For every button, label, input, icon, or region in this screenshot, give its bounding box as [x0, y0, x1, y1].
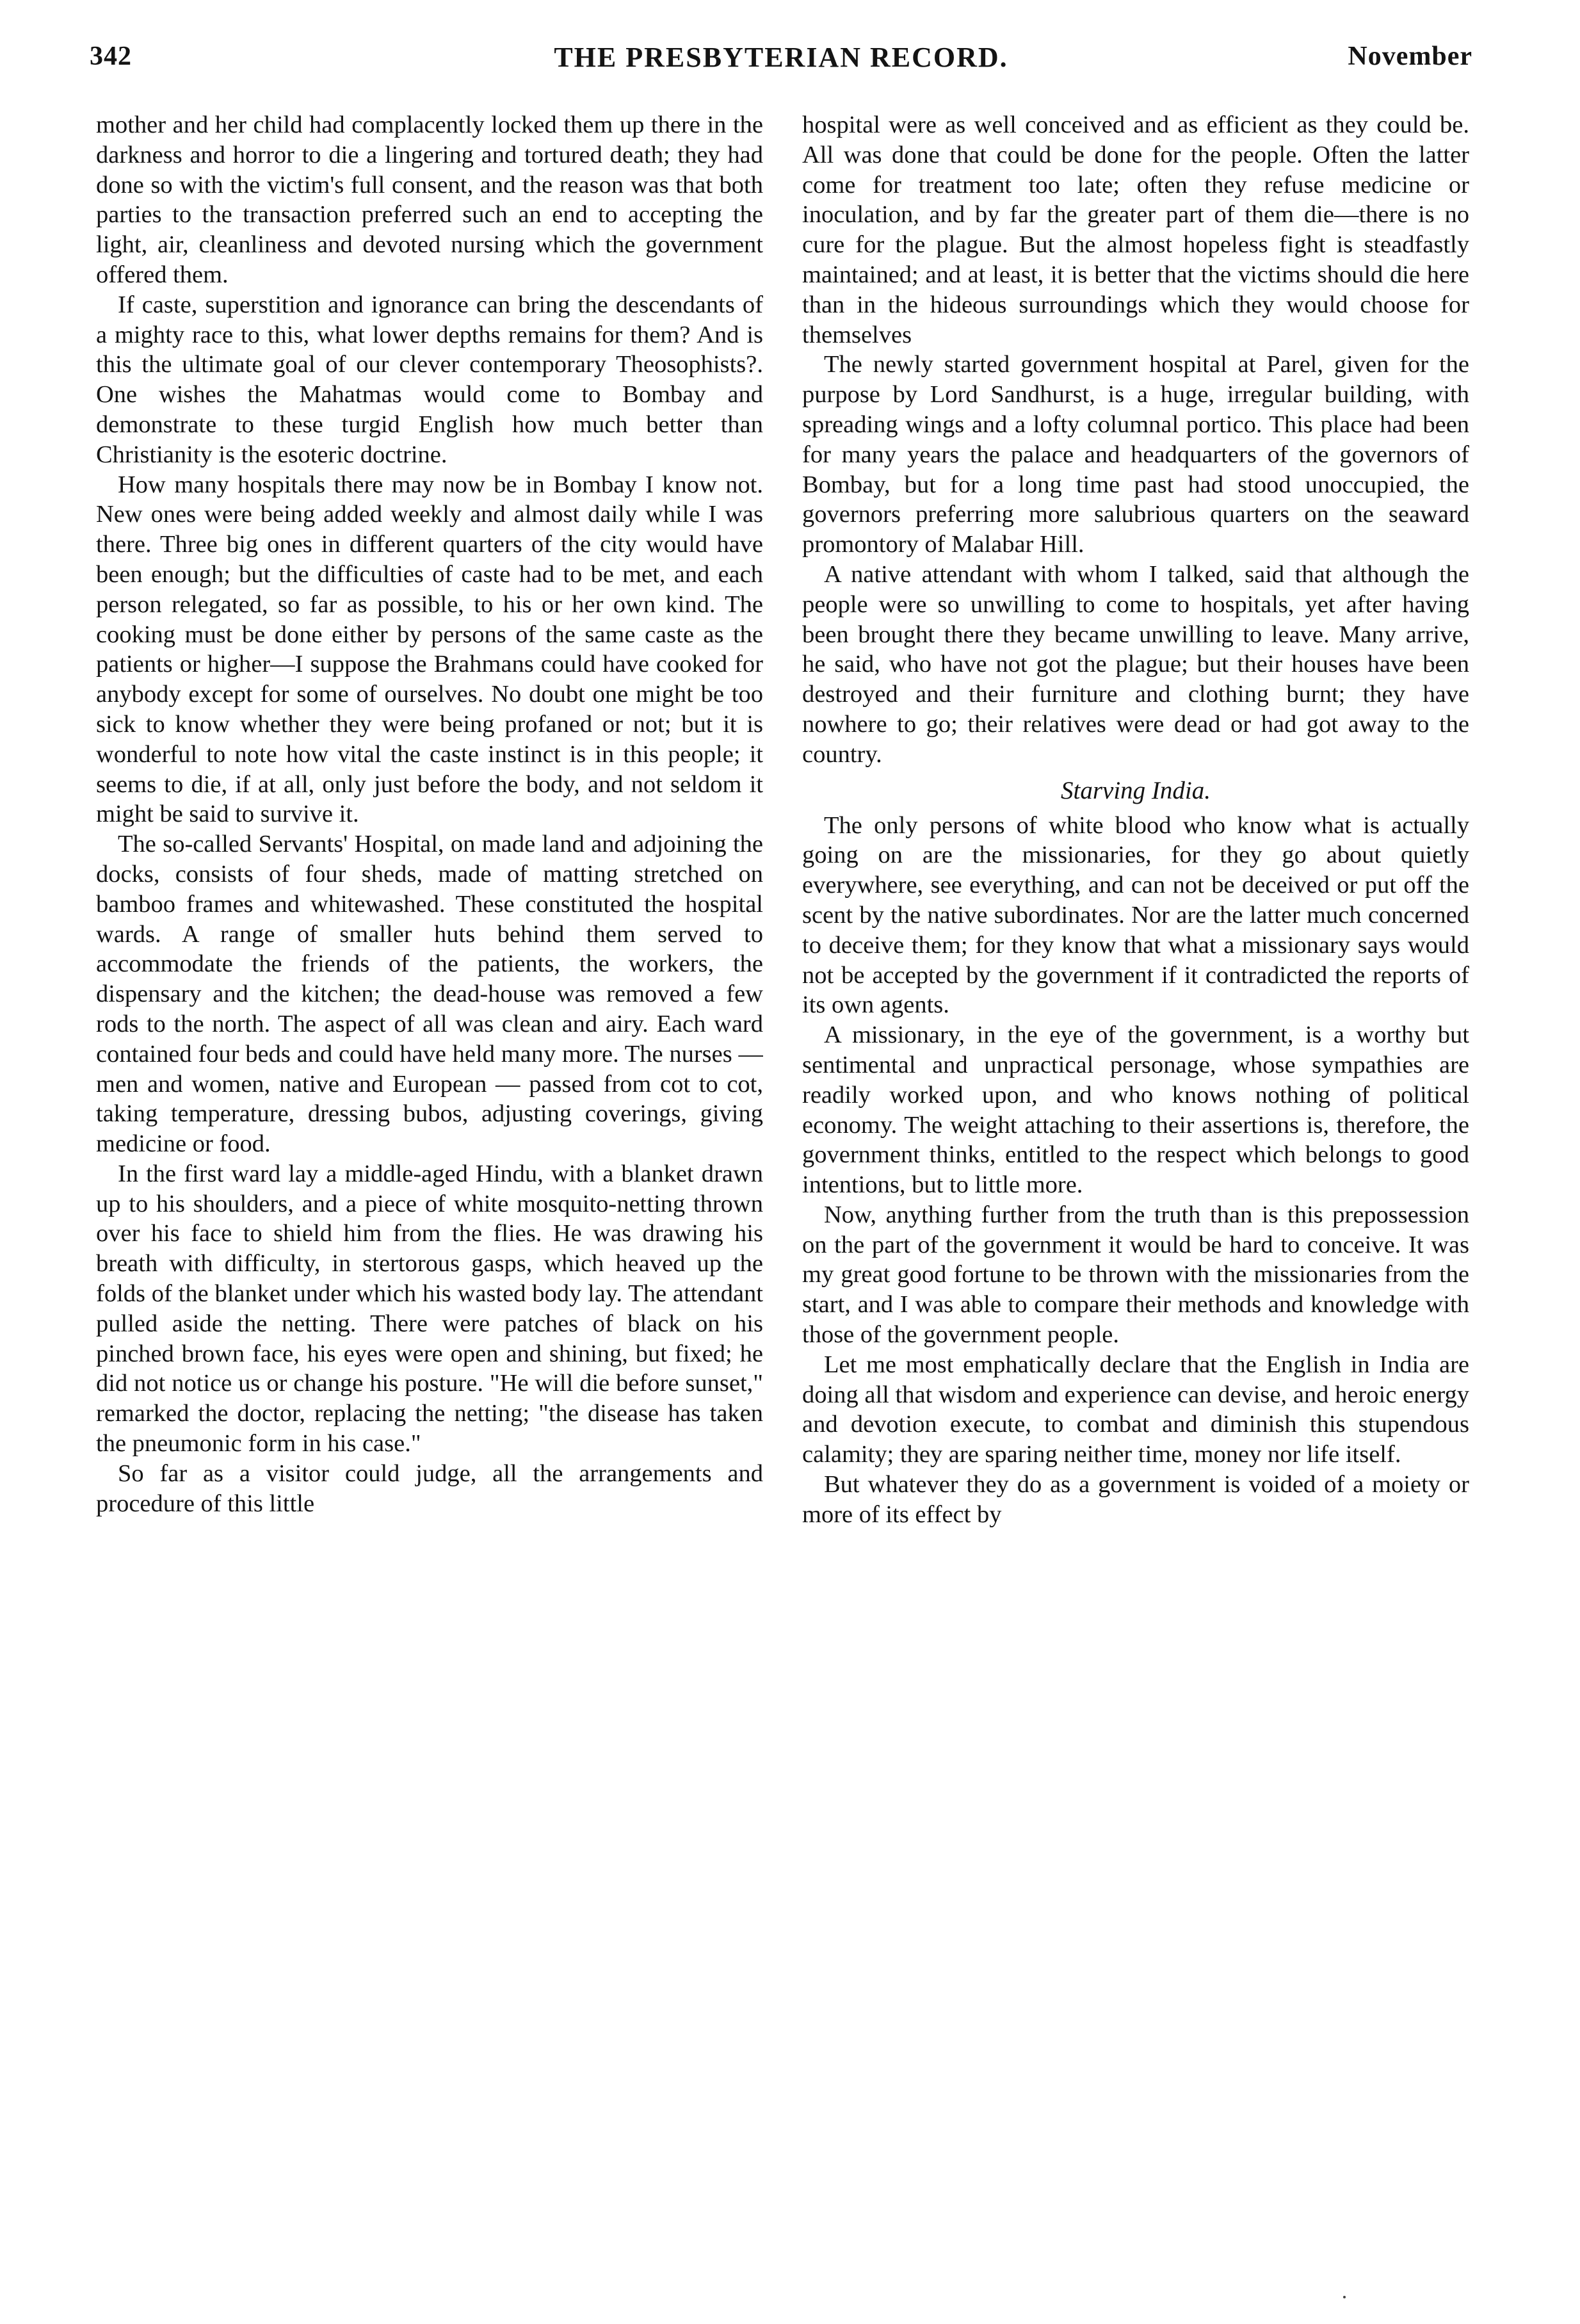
paragraph: A native attendant with whom I talked, said that although the people were so unwilling to come to hospitals, yet after having been brought there they became unwilling to leave. Many arrive, he said, who have not got the plague; but their houses have been destroyed and their furniture and clothing burnt; they have nowhere to go; their relatives were dead or had got away to the country.: [802, 560, 1469, 768]
paragraph: In the first ward lay a middle-aged Hindu, with a blanket drawn up to his shoulders, and a piece of white mosquito-netting thrown over his face to shield him from the flies. He was drawing his breath with difficulty, in stertorous gasps, which heaved up the folds of the blanket under which his wasted body lay. The attendant pulled aside the netting. There were patches of black on his pinched brown face, his eyes were open and shining, but fixed; he did not notice us or change his posture. "He will die before sunset," remarked the doctor, replacing the netting; "the disease has taken the pneumonic form in his case.": [96, 1160, 763, 1458]
paragraph: The only persons of white blood who know what is actually going on are the missionaries, for they go about quietly everywhere, see everything, and can not be deceived or put off the scent by the native subordinates. Nor are the latter much concerned to deceive them; for they know that what a missionary says would not be accepted by the government if it contradicted the reports of its own agents.: [802, 811, 1469, 1019]
paragraph: A missionary, in the eye of the government, is a worthy but sentimental and unpractical personage, whose sympathies are readily worked upon, and who knows nothing of political economy. The weight attaching to their assertions is, therefore, the government thinks, entitled to the respect which belongs to good intentions, but to little more.: [802, 1021, 1469, 1199]
paragraph: How many hospitals there may now be in Bombay I know not. New ones were being added weekly and almost daily while I was there. Three big ones in different quarters of the city would have been enough; but the difficulties of caste had to be met, and each person relegated, so far as possible, to his or her own kind. The cooking must be done either by persons of the same caste as the patients or higher—I suppose the Brahmans could have cooked for anybody except for some of ourselves. No doubt one might be too sick to know whether they were being profaned or not; but it is wonderful to note how vital the caste instinct is in this people; it seems to die, if at all, only just before the body, and not seldom it might be said to survive it.: [96, 471, 763, 828]
page-number: 342: [90, 42, 132, 71]
paragraph: Let me most emphatically declare that the English in India are doing all that wisdom and experience can devise, and heroic energy and devotion execute, to combat and diminish this stupendous calamity; they are sparing neither time, money nor life itself.: [802, 1351, 1469, 1468]
section-heading: Starving India.: [1061, 776, 1211, 804]
print-speck: [1343, 2296, 1346, 2298]
paragraph: The newly started government hospital at Parel, given for the purpose by Lord Sandhurst, is a huge, irregular building, with spreading wings and a lofty columnal portico. This place had been for many years the palace and headquarters of the governors of Bombay, but for a long time past had stood unoccupied, the governors preferring more salubrious quarters on the seaward promontory of Malabar Hill.: [802, 351, 1469, 558]
paragraph: Now, anything further from the truth than is this prepossession on the part of the government it would be hard to conceive. It was my great good fortune to be thrown with the missionaries from the start, and I was able to compare their methods and knowledge with those of the government people.: [802, 1201, 1469, 1349]
paragraph: So far as a visitor could judge, all the arrangements and procedure of this little: [96, 1459, 763, 1517]
paragraph: But whatever they do as a government is voided of a moiety or more of its effect by: [802, 1471, 1469, 1528]
page-header: [90, 41, 1472, 86]
right-column: [802, 110, 1469, 2223]
paragraph: mother and her child had complacently locked them up there in the darkness and horror to die a lingering and tortured death; they had done so with the victim's full consent, and the reason was that both parties to the transaction preferred such an end to accepting the light, air, cleanliness and devoted nursing which the government offered them.: [96, 111, 763, 288]
journal-title: THE PRESBYTERIAN RECORD.: [554, 42, 1008, 73]
paragraph: The so-called Servants' Hospital, on made land and adjoining the docks, consists of four sheds, made of matting stretched on bamboo frames and whitewashed. These constituted the hospital wards. A range of smaller huts behind them served to accommodate the friends of the patients, the workers, the dispensary and the kitchen; the dead-house was removed a few rods to the north. The aspect of all was clean and airy. Each ward contained four beds and could have held many more. The nurses — men and women, native and European — passed from cot to cot, taking temperature, dressing bubos, adjusting coverings, giving medicine or food.: [96, 831, 763, 1158]
paragraph: If caste, superstition and ignorance can bring the descendants of a mighty race to this, what lower depths remains for them? And is this the ultimate goal of our clever contemporary Theosophists?. One wishes the Mahatmas would come to Bombay and demonstrate to these turgid English how much better than Christianity is the esoteric doctrine.: [96, 291, 763, 468]
paragraph: hospital were as well conceived and as efficient as they could be. All was done that could be done for the people. Often the latter come for treatment too late; often they refuse medicine or inoculation, and by far the greater part of them die—there is no cure for the plague. But the almost hopeless fight is steadfastly maintained; and at least, it is better that the victims should die here than in the hideous surroundings which they would choose for themselves: [802, 111, 1469, 348]
issue-month: November: [1348, 42, 1472, 71]
left-column: [96, 110, 763, 2223]
